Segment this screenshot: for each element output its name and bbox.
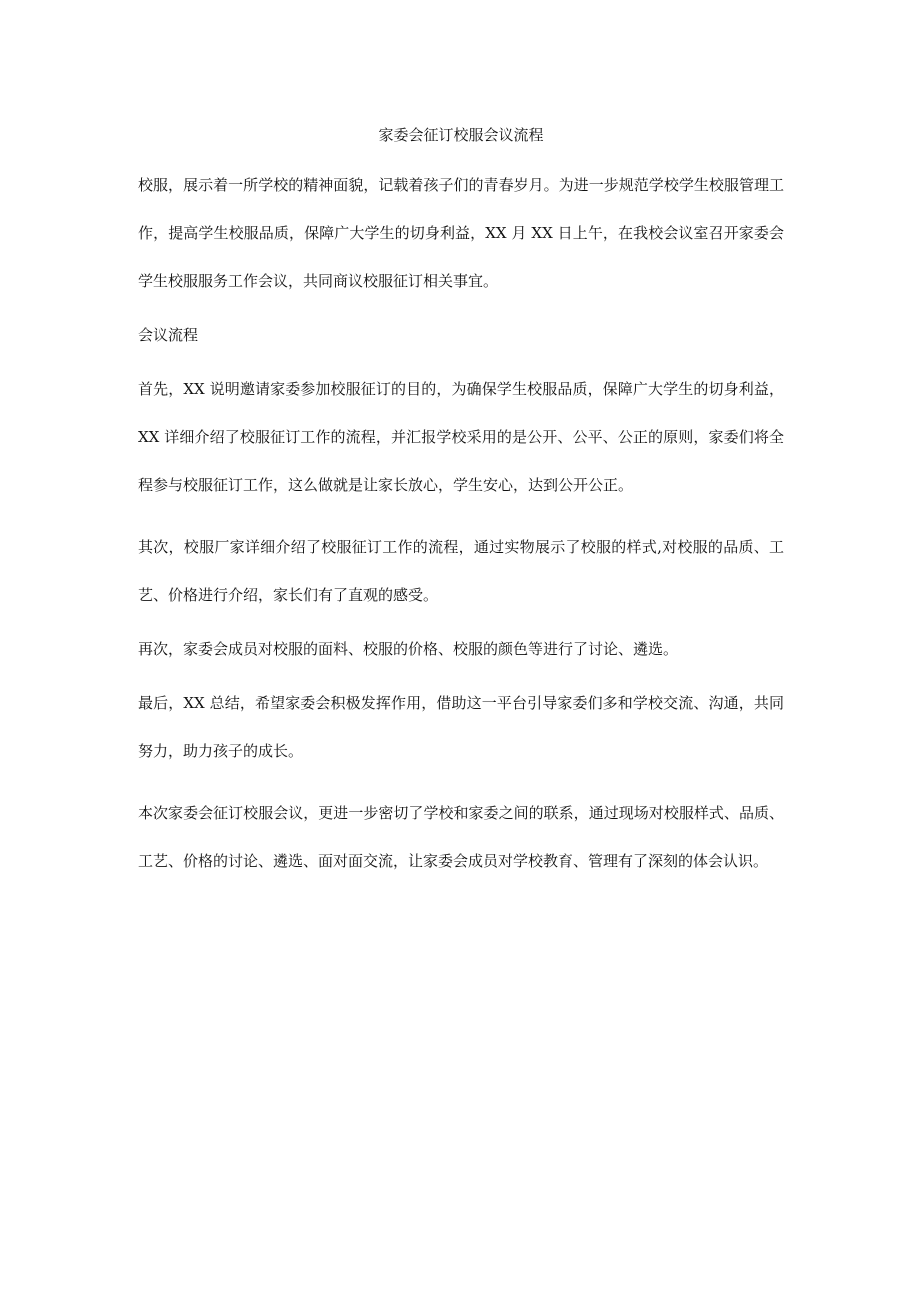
document-body xyxy=(138,119,784,899)
document-title: 家委会征订校服会议流程 xyxy=(378,126,544,144)
paragraph-third: 再次，家委会成员对校服的面料、校服的价格、校服的颜色等进行了讨论、遴选。 xyxy=(138,640,679,658)
section-heading-meeting-process: 会议流程 xyxy=(138,326,199,344)
paragraph-second: 其次，校服厂家详细介绍了校服征订工作的流程，通过实物展示了校服的样式,对校服的品质、工艺、价格进行介绍，家长们有了直观的感受。 xyxy=(138,538,784,604)
paragraph-conclusion: 本次家委会征订校服会议，更进一步密切了学校和家委之间的联系，通过现场对校服样式、品质、工艺、价格的讨论、遴选、面对面交流，让家委会成员对学校教育、管理有了深刻的体会认识。 xyxy=(138,804,784,870)
paragraph-last: 最后，XX 总结，希望家委会积极发挥作用，借助这一平台引导家委们多和学校交流、沟通，共同努力，助力孩子的成长。 xyxy=(138,694,784,760)
paragraph-intro: 校服，展示着一所学校的精神面貌，记载着孩子们的青春岁月。为进一步规范学校学生校服管理工作，提高学生校服品质，保障广大学生的切身利益，XX 月 XX 日上午，在我校会议室召开家委会学生校服服务工作会议，共同商议校服征订相关事宜。 xyxy=(138,176,784,290)
paragraph-first: 首先，XX 说明邀请家委参加校服征订的目的，为确保学生校服品质，保障广大学生的切身利益，XX 详细介绍了校服征订工作的流程，并汇报学校采用的是公开、公平、公正的原则，家委们将全程参与校服征订工作，这么做就是让家长放心，学生安心，达到公开公正。 xyxy=(138,380,784,494)
